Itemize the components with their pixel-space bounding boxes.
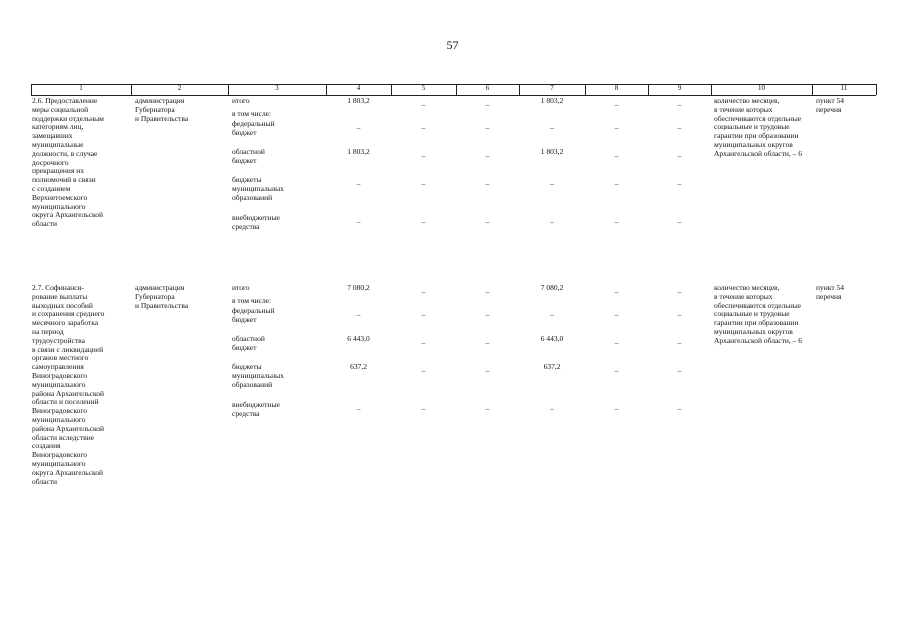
- indicator-text-line: муниципальных округов: [714, 327, 793, 336]
- empty-value-dash: –: [550, 179, 554, 188]
- measure-text-line: округа Архангельской: [32, 467, 104, 477]
- indicator-text-line: социальные и трудовые: [714, 122, 790, 132]
- measure-text-line: области вследствие: [32, 432, 95, 442]
- measure-text-line: области: [32, 476, 58, 486]
- column-number-10: 10: [758, 84, 765, 92]
- measure-text-line: области: [32, 219, 58, 229]
- measure-text-line: рование выплаты: [32, 291, 88, 301]
- funding-source-label: итого: [232, 283, 250, 292]
- indicator-text-line: Архангельской области, – 6: [714, 335, 803, 345]
- empty-value-dash: –: [421, 217, 426, 226]
- column-divider: [876, 84, 877, 95]
- empty-value-dash: –: [614, 217, 619, 226]
- empty-value-dash: –: [677, 123, 682, 132]
- empty-value-dash: –: [677, 404, 682, 413]
- empty-value-dash: –: [421, 338, 426, 347]
- funding-source-label: внебюджетные: [232, 213, 280, 222]
- empty-value-dash: –: [677, 179, 682, 188]
- empty-value-dash: –: [485, 179, 490, 188]
- funding-source-label: в том числе:: [232, 109, 272, 118]
- executor-text-line: администрация: [135, 283, 185, 292]
- indicator-text-line: количество месяцев,: [714, 96, 780, 105]
- measure-text-line: должности, в случае: [32, 148, 98, 158]
- measure-text-line: 2.7. Софинанси-: [32, 283, 84, 292]
- empty-value-dash: –: [485, 310, 490, 319]
- measure-text-line: Виноградовского: [32, 371, 87, 380]
- measure-text-line: меры социальной: [32, 104, 89, 114]
- empty-value-dash: –: [485, 100, 490, 109]
- indicator-text-line: социальные и трудовые: [714, 309, 790, 319]
- measure-text-line: прекращения их: [32, 166, 85, 176]
- funding-source-label: бюджеты: [232, 175, 262, 184]
- funding-amount: 637,2: [350, 362, 367, 371]
- empty-value-dash: –: [677, 310, 682, 319]
- empty-value-dash: –: [550, 123, 554, 132]
- column-number-3: 3: [275, 84, 279, 92]
- funding-source-label: федеральный: [232, 119, 275, 128]
- funding-source-label: средства: [232, 221, 260, 231]
- measure-text-line: Верхнетоемского: [32, 192, 88, 202]
- measure-text-line: муниципального: [32, 415, 86, 424]
- reference-text-line: пункт 54: [816, 96, 844, 105]
- funding-amount: 1 803,2: [540, 96, 564, 105]
- funding-source-label: образований: [232, 379, 273, 389]
- column-number-6: 6: [485, 84, 490, 92]
- empty-value-dash: –: [614, 151, 619, 160]
- measure-text-line: муниципальные: [32, 140, 84, 149]
- reference-text-line: перечня: [816, 104, 842, 114]
- measure-text-line: муниципального: [32, 379, 86, 389]
- funding-source-label: бюджет: [232, 342, 257, 352]
- measure-text-line: области и поселений: [32, 397, 99, 407]
- empty-value-dash: –: [485, 151, 490, 160]
- empty-value-dash: –: [614, 123, 619, 132]
- empty-value-dash: –: [614, 366, 619, 375]
- funding-source-label: итого: [232, 96, 250, 105]
- measure-text-line: в связи с ликвидацией: [32, 344, 104, 354]
- funding-source-label: внебюджетные: [232, 400, 280, 409]
- measure-text-line: 2.6. Предоставление: [32, 96, 98, 105]
- measure-text-line: Виноградовского: [32, 450, 87, 460]
- indicator-text-line: обеспечиваются отдельные: [714, 113, 802, 123]
- empty-value-dash: –: [677, 366, 682, 375]
- column-number-9: 9: [677, 84, 682, 92]
- funding-source-label: средства: [232, 408, 260, 418]
- empty-value-dash: –: [677, 217, 682, 226]
- page-number: 57: [446, 38, 459, 52]
- executor-text-line: и Правительства: [135, 113, 189, 123]
- measure-text-line: с созданием: [32, 184, 71, 193]
- measure-text-line: района Архангельской: [32, 423, 105, 433]
- funding-amount: 7 080,2: [347, 283, 370, 292]
- empty-value-dash: –: [421, 123, 426, 132]
- column-number-4: 4: [356, 84, 361, 92]
- funding-source-label: бюджет: [232, 155, 257, 165]
- measure-text-line: выходных пособий: [32, 300, 93, 310]
- measure-text-line: полномочий в связи: [32, 175, 96, 185]
- measure-text-line: досрочного: [32, 157, 69, 167]
- empty-value-dash: –: [421, 151, 426, 160]
- empty-value-dash: –: [614, 100, 619, 109]
- measure-text-line: категориям лиц,: [32, 122, 84, 132]
- measure-text-line: муниципального: [32, 459, 86, 468]
- empty-value-dash: –: [614, 287, 619, 296]
- funding-amount: 6 443,0: [347, 334, 370, 343]
- empty-value-dash: –: [677, 100, 682, 109]
- indicator-text-line: в течение которых: [714, 104, 773, 114]
- empty-value-dash: –: [421, 404, 426, 413]
- indicator-text-line: гарантии при образовании: [714, 318, 799, 328]
- measure-text-line: Виноградовского: [32, 406, 87, 416]
- empty-value-dash: –: [550, 404, 554, 413]
- funding-source-label: бюджет: [232, 127, 257, 137]
- reference-text-line: пункт 54: [816, 283, 844, 292]
- empty-value-dash: –: [485, 217, 490, 226]
- funding-source-label: образований: [232, 192, 273, 202]
- funding-source-label: в том числе:: [232, 296, 272, 305]
- empty-value-dash: –: [356, 310, 361, 319]
- measure-text-line: и сохранения среднего: [32, 309, 105, 319]
- empty-value-dash: –: [356, 123, 361, 132]
- funding-source-label: федеральный: [232, 306, 275, 315]
- indicator-text-line: в течение которых: [714, 291, 773, 301]
- empty-value-dash: –: [677, 151, 682, 160]
- empty-value-dash: –: [356, 404, 361, 413]
- indicator-text-line: Архангельской области, – 6: [714, 148, 803, 158]
- executor-text-line: и Правительства: [135, 300, 189, 310]
- empty-value-dash: –: [614, 404, 619, 413]
- empty-value-dash: –: [485, 338, 490, 347]
- column-number-11: 11: [840, 84, 848, 92]
- empty-value-dash: –: [421, 310, 426, 319]
- funding-source-label: бюджет: [232, 314, 257, 324]
- measure-text-line: самоуправления: [32, 362, 84, 372]
- column-number-7: 7: [550, 84, 554, 92]
- measure-text-line: месячного заработка: [32, 318, 99, 328]
- column-number-8: 8: [614, 84, 619, 92]
- empty-value-dash: –: [485, 123, 490, 132]
- measure-text-line: создания: [32, 441, 61, 451]
- column-number-5: 5: [421, 84, 426, 92]
- executor-text-line: Губернатора: [135, 104, 175, 114]
- empty-value-dash: –: [614, 338, 619, 347]
- measure-text-line: замещавших: [32, 131, 73, 141]
- funding-source-label: муниципальных: [232, 183, 284, 193]
- empty-value-dash: –: [550, 310, 554, 319]
- empty-value-dash: –: [485, 366, 490, 375]
- funding-amount: 1 803,2: [540, 147, 564, 156]
- executor-text-line: администрация: [135, 96, 185, 105]
- measure-text-line: на период: [32, 327, 64, 336]
- empty-value-dash: –: [485, 287, 490, 296]
- executor-text-line: Губернатора: [135, 291, 175, 301]
- funding-source-label: бюджеты: [232, 362, 262, 371]
- empty-value-dash: –: [356, 179, 361, 188]
- measure-text-line: органов местного: [32, 353, 89, 363]
- funding-amount: 6 443,0: [540, 334, 564, 343]
- measure-text-line: муниципального: [32, 201, 86, 211]
- indicator-text-line: гарантии при образовании: [714, 131, 799, 141]
- funding-amount: 637,2: [543, 362, 561, 371]
- column-number-1: 1: [79, 84, 83, 92]
- measure-text-line: округа Архангельской: [32, 210, 104, 220]
- funding-amount: 1 803,2: [347, 147, 370, 156]
- empty-value-dash: –: [550, 217, 554, 226]
- funding-source-label: областной: [232, 147, 265, 156]
- empty-value-dash: –: [421, 100, 426, 109]
- empty-value-dash: –: [677, 338, 682, 347]
- column-number-2: 2: [177, 84, 182, 92]
- measure-text-line: района Архангельской: [32, 388, 105, 398]
- budget-table: [31, 84, 876, 540]
- empty-value-dash: –: [485, 404, 490, 413]
- empty-value-dash: –: [421, 366, 426, 375]
- empty-value-dash: –: [677, 287, 682, 296]
- measure-text-line: поддержки отдельным: [32, 113, 104, 123]
- funding-source-label: муниципальных: [232, 370, 284, 380]
- funding-amount: 1 803,2: [347, 96, 370, 105]
- empty-value-dash: –: [614, 310, 619, 319]
- indicator-text-line: муниципальных округов: [714, 140, 793, 149]
- empty-value-dash: –: [421, 287, 426, 296]
- empty-value-dash: –: [421, 179, 426, 188]
- reference-text-line: перечня: [816, 291, 842, 301]
- indicator-text-line: обеспечиваются отдельные: [714, 300, 802, 310]
- empty-value-dash: –: [614, 179, 619, 188]
- funding-source-label: областной: [232, 334, 265, 343]
- funding-amount: 7 080,2: [540, 283, 564, 292]
- empty-value-dash: –: [356, 217, 361, 226]
- indicator-text-line: количество месяцев,: [714, 283, 780, 292]
- measure-text-line: трудоустройства: [32, 335, 85, 345]
